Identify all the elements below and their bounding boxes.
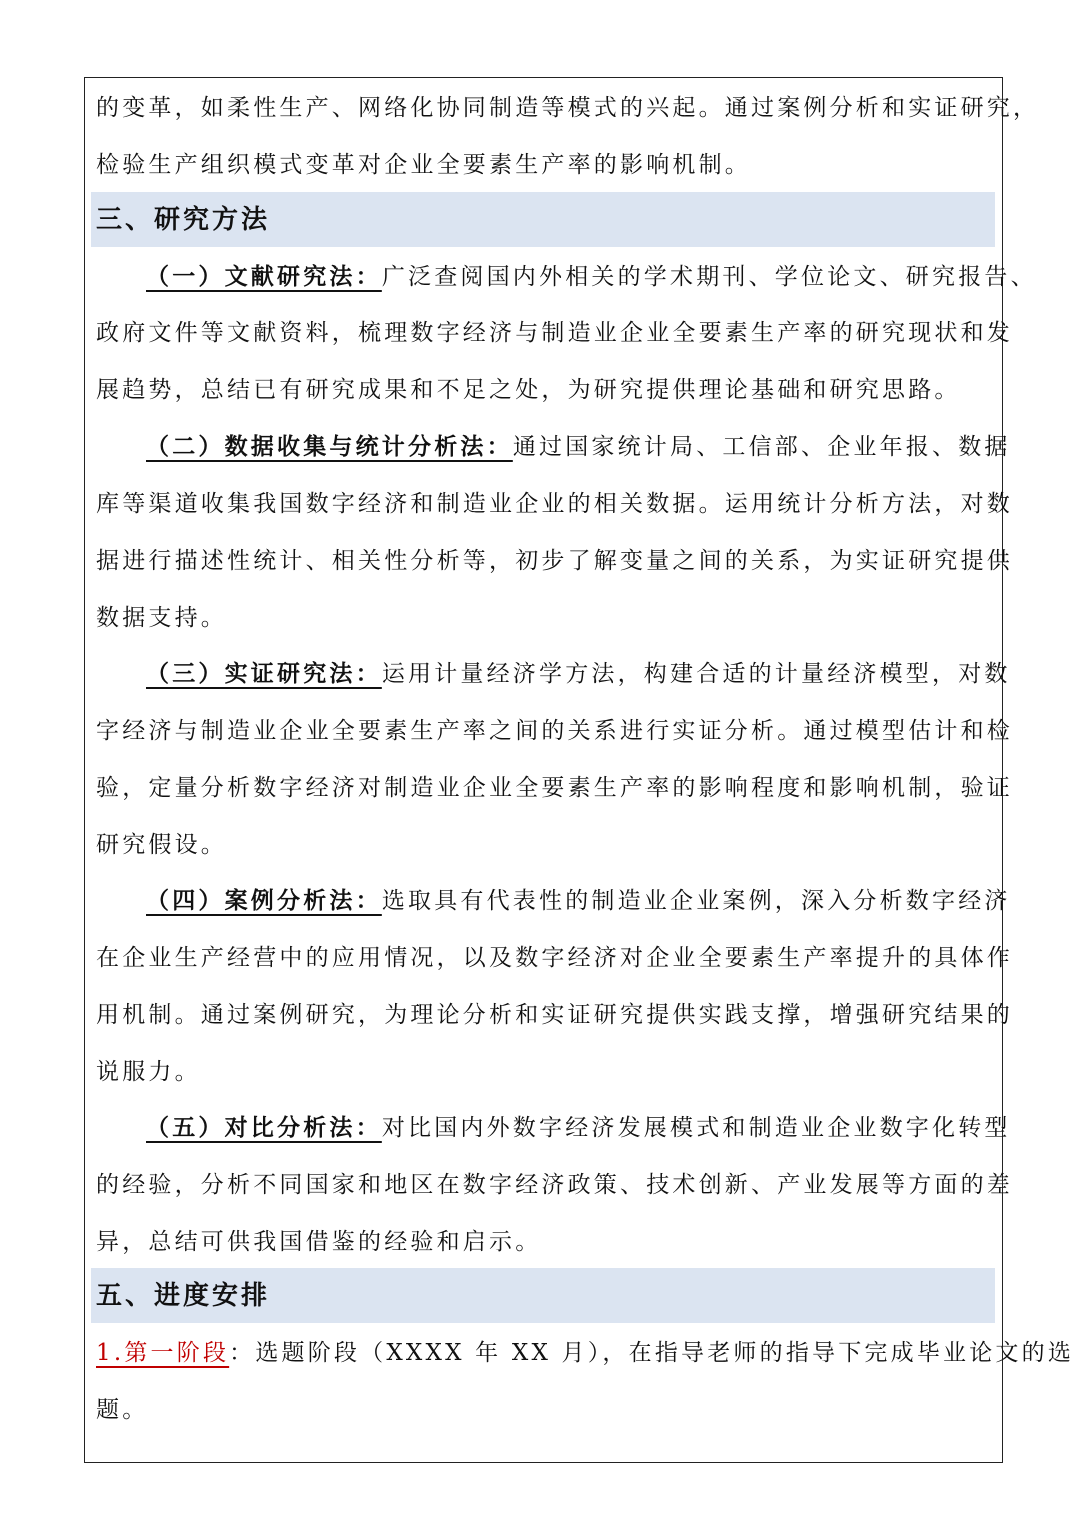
method-title: （二）数据收集与统计分析法： [146,433,513,460]
intro-line: 的变革，如柔性生产、网络化协同制造等模式的兴起。通过案例分析和实证研究， [96,95,1040,121]
method-title: （五）对比分析法： [146,1114,382,1141]
paragraph-line: 异，总结可供我国借鉴的经验和启示。 [96,1229,542,1255]
stage-title: 1.第一阶段 [96,1340,230,1366]
paragraph-line: 在企业生产经营中的应用情况，以及数字经济对企业全要素生产率提升的具体作 [96,945,1013,971]
method-paragraph: （五）对比分析法：对比国内外数字经济发展模式和制造业企业数字化转型 [146,1114,1011,1141]
intro-line: 检验生产组织模式变革对企业全要素生产率的影响机制。 [96,152,751,178]
method-paragraph: （二）数据收集与统计分析法：通过国家统计局、工信部、企业年报、数据 [146,433,1011,460]
method-paragraph: （四）案例分析法：选取具有代表性的制造业企业案例，深入分析数字经济 [146,887,1011,914]
method-title: （四）案例分析法： [146,887,382,914]
section-heading-schedule: 五、进度安排 [96,1281,271,1311]
method-paragraph: （三）实证研究法：运用计量经济学方法，构建合适的计量经济模型，对数 [146,660,1011,687]
paragraph-line: 用机制。通过案例研究，为理论分析和实证研究提供实践支撑，增强研究结果的 [96,1002,1013,1028]
method-title: （一）文献研究法： [146,263,382,290]
method-title: （三）实证研究法： [146,660,382,687]
paragraph-line: 题。 [96,1397,149,1423]
paragraph-line: 研究假设。 [96,832,227,858]
paragraph-line: 数据支持。 [96,605,227,631]
paragraph-line: 库等渠道收集我国数字经济和制造业企业的相关数据。运用统计分析方法，对数 [96,491,1013,517]
paragraph-line: 展趋势，总结已有研究成果和不足之处，为研究提供理论基础和研究思路。 [96,377,961,403]
paragraph-line: 政府文件等文献资料，梳理数字经济与制造业企业全要素生产率的研究现状和发 [96,320,1013,346]
paragraph-line: 字经济与制造业企业全要素生产率之间的关系进行实证分析。通过模型估计和检 [96,718,1013,744]
method-paragraph: （一）文献研究法：广泛查阅国内外相关的学术期刊、学位论文、研究报告、 [146,263,1037,290]
section-heading-methods: 三、研究方法 [96,205,271,235]
paragraph-line: 验，定量分析数字经济对制造业企业全要素生产率的影响程度和影响机制，验证 [96,775,1013,801]
paragraph-line: 的经验，分析不同国家和地区在数字经济政策、技术创新、产业发展等方面的差 [96,1172,1013,1198]
stage-paragraph: 1.第一阶段：选题阶段（XXXX 年 XX 月），在指导老师的指导下完成毕业论文的选 [96,1340,1075,1366]
paragraph-line: 据进行描述性统计、相关性分析等，初步了解变量之间的关系，为实证研究提供 [96,548,1013,574]
paragraph-line: 说服力。 [96,1059,201,1085]
